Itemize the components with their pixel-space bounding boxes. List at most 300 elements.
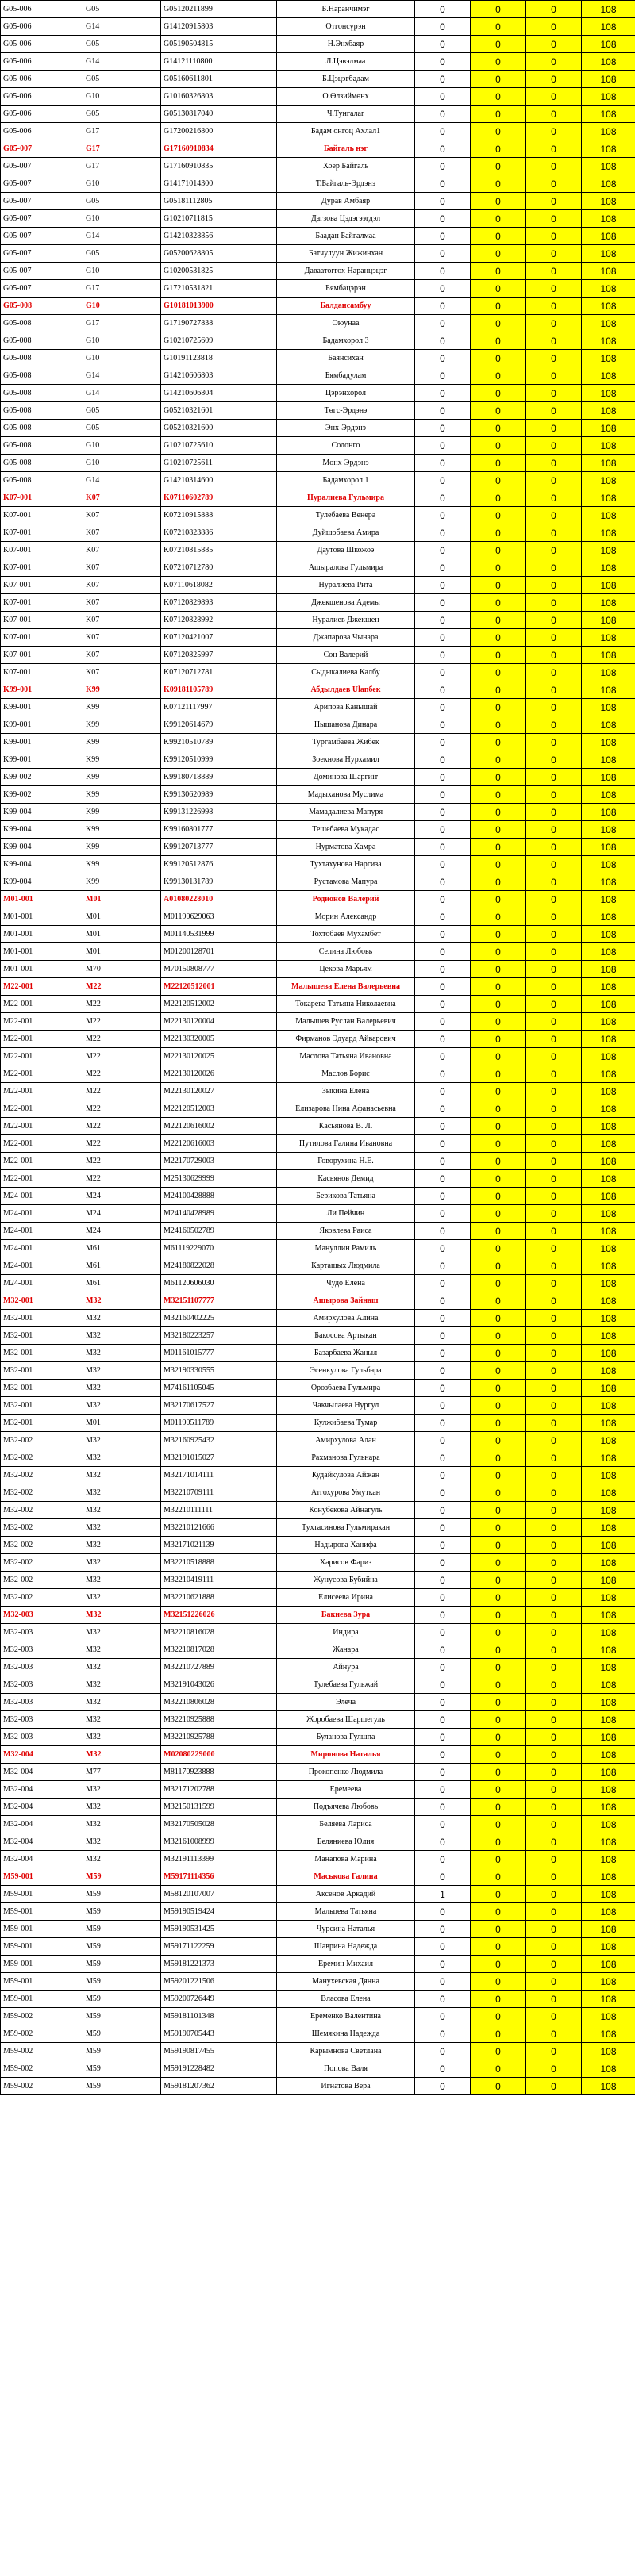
- cell-value-4: 108: [582, 53, 635, 71]
- cell-value-2: 0: [471, 1764, 526, 1781]
- cell-id: M22130320005: [161, 1031, 277, 1048]
- cell-value-4: 108: [582, 1100, 635, 1118]
- table-row: [1, 193, 635, 210]
- table-row-group-head: [1, 681, 635, 699]
- cell-value-1: 0: [415, 1048, 471, 1065]
- cell-code: M22-001: [1, 996, 83, 1013]
- cell-id: K99130131789: [161, 873, 277, 891]
- cell-value-1: 0: [415, 786, 471, 804]
- cell-code: G05-008: [1, 315, 83, 332]
- cell-group: M01: [83, 926, 161, 943]
- cell-value-4: 108: [582, 1484, 635, 1502]
- cell-name: Чакчылаева Нургул: [277, 1397, 415, 1415]
- cell-value-4: 108: [582, 524, 635, 542]
- cell-value-1: 0: [415, 1659, 471, 1676]
- cell-value-4: 108: [582, 1275, 635, 1292]
- cell-group: M32: [83, 1362, 161, 1380]
- cell-value-3: 0: [526, 1833, 582, 1851]
- cell-value-1: 0: [415, 71, 471, 88]
- table-row: [1, 1327, 635, 1345]
- cell-code: M59-001: [1, 1886, 83, 1903]
- cell-value-2: 0: [471, 1554, 526, 1572]
- cell-value-2: 0: [471, 1, 526, 18]
- cell-code: G05-008: [1, 472, 83, 489]
- cell-code: G05-006: [1, 1, 83, 18]
- cell-id: M02080229000: [161, 1746, 277, 1764]
- cell-value-2: 0: [471, 1415, 526, 1432]
- cell-group: M32: [83, 1292, 161, 1310]
- cell-id: M61119229070: [161, 1240, 277, 1257]
- cell-id: M32170617527: [161, 1397, 277, 1415]
- cell-id: M32210806028: [161, 1694, 277, 1711]
- cell-id: M01190629063: [161, 908, 277, 926]
- cell-id: M25130629999: [161, 1170, 277, 1188]
- table-row-group-head: [1, 891, 635, 908]
- cell-value-1: 0: [415, 1484, 471, 1502]
- cell-value-2: 0: [471, 1031, 526, 1048]
- cell-name: Б.Цэцэгбадам: [277, 71, 415, 88]
- cell-name: Беляева Лариса: [277, 1816, 415, 1833]
- cell-value-3: 0: [526, 437, 582, 455]
- cell-value-4: 108: [582, 1449, 635, 1467]
- cell-name: Айнура: [277, 1659, 415, 1676]
- cell-value-3: 0: [526, 1415, 582, 1432]
- cell-value-4: 108: [582, 472, 635, 489]
- cell-name: Даутова Шкожоэ: [277, 542, 415, 559]
- table-row: [1, 245, 635, 263]
- cell-value-4: 108: [582, 210, 635, 228]
- table-row: [1, 1380, 635, 1397]
- cell-value-3: 0: [526, 751, 582, 769]
- table-row: [1, 1467, 635, 1484]
- cell-id: A01080228010: [161, 891, 277, 908]
- cell-value-1: 0: [415, 53, 471, 71]
- cell-id: M32191015027: [161, 1449, 277, 1467]
- cell-value-4: 108: [582, 106, 635, 123]
- cell-group: M59: [83, 2008, 161, 2025]
- cell-name: Арипова Канышай: [277, 699, 415, 716]
- table-row: [1, 839, 635, 856]
- cell-group: M59: [83, 1921, 161, 1938]
- cell-name: Власова Елена: [277, 1991, 415, 2008]
- cell-value-4: 108: [582, 804, 635, 821]
- cell-value-1: 0: [415, 2008, 471, 2025]
- cell-value-1: 0: [415, 175, 471, 193]
- cell-value-4: 108: [582, 559, 635, 577]
- cell-group: M32: [83, 1310, 161, 1327]
- cell-value-3: 0: [526, 1537, 582, 1554]
- cell-group: K07: [83, 594, 161, 612]
- cell-group: M01: [83, 943, 161, 961]
- cell-value-1: 0: [415, 1118, 471, 1135]
- cell-value-3: 0: [526, 1903, 582, 1921]
- cell-value-3: 0: [526, 716, 582, 734]
- cell-id: G10191123818: [161, 350, 277, 367]
- cell-value-3: 0: [526, 228, 582, 245]
- table-row: [1, 1362, 635, 1380]
- cell-code: M32-004: [1, 1816, 83, 1833]
- cell-code: M01-001: [1, 891, 83, 908]
- cell-group: M59: [83, 1991, 161, 2008]
- cell-value-1: 0: [415, 507, 471, 524]
- cell-name: Тухтахунова Наргиза: [277, 856, 415, 873]
- cell-code: G05-008: [1, 420, 83, 437]
- cell-group: G10: [83, 332, 161, 350]
- cell-value-4: 108: [582, 1397, 635, 1415]
- cell-group: M32: [83, 1572, 161, 1589]
- cell-value-4: 108: [582, 647, 635, 664]
- cell-value-4: 108: [582, 1, 635, 18]
- table-row: [1, 1135, 635, 1153]
- cell-name: Яковлева Раиса: [277, 1223, 415, 1240]
- cell-value-3: 0: [526, 1868, 582, 1886]
- cell-id: G05190504815: [161, 36, 277, 53]
- table-row: [1, 734, 635, 751]
- cell-group: K99: [83, 804, 161, 821]
- cell-id: G05160611801: [161, 71, 277, 88]
- table-row: [1, 280, 635, 298]
- cell-value-2: 0: [471, 1816, 526, 1833]
- cell-value-1: 0: [415, 1345, 471, 1362]
- cell-code: M32-003: [1, 1711, 83, 1729]
- cell-value-1: 0: [415, 1711, 471, 1729]
- cell-value-3: 0: [526, 821, 582, 839]
- cell-value-2: 0: [471, 2008, 526, 2025]
- cell-group: K07: [83, 664, 161, 681]
- cell-id: M32210111111: [161, 1502, 277, 1519]
- cell-id: G14120915803: [161, 18, 277, 36]
- table-row: [1, 1781, 635, 1799]
- table-row: [1, 455, 635, 472]
- table-row: [1, 524, 635, 542]
- cell-value-3: 0: [526, 891, 582, 908]
- cell-code: M32-002: [1, 1484, 83, 1502]
- cell-name: Чурсина Наталья: [277, 1921, 415, 1938]
- cell-name: Л.Цэвэлмаа: [277, 53, 415, 71]
- cell-id: G10200531825: [161, 263, 277, 280]
- cell-code: M24-001: [1, 1188, 83, 1205]
- cell-code: G05-007: [1, 140, 83, 158]
- cell-value-3: 0: [526, 420, 582, 437]
- cell-group: M32: [83, 1449, 161, 1467]
- cell-name: Тохтобаев Мухамбет: [277, 926, 415, 943]
- cell-name: Кулжибаева Тумар: [277, 1415, 415, 1432]
- cell-code: M24-001: [1, 1257, 83, 1275]
- cell-code: M59-002: [1, 2060, 83, 2078]
- cell-group: M22: [83, 1100, 161, 1118]
- cell-value-3: 0: [526, 280, 582, 298]
- cell-value-4: 108: [582, 1292, 635, 1310]
- cell-value-4: 108: [582, 716, 635, 734]
- cell-code: M59-002: [1, 2025, 83, 2043]
- cell-code: M32-002: [1, 1537, 83, 1554]
- table-row: [1, 2025, 635, 2043]
- cell-value-4: 108: [582, 350, 635, 367]
- cell-group: K99: [83, 873, 161, 891]
- cell-value-3: 0: [526, 1031, 582, 1048]
- cell-group: M32: [83, 1624, 161, 1641]
- cell-value-4: 108: [582, 1729, 635, 1746]
- table-row: [1, 1711, 635, 1729]
- cell-value-1: 0: [415, 1781, 471, 1799]
- cell-name: Оюунаа: [277, 315, 415, 332]
- cell-value-3: 0: [526, 699, 582, 716]
- table-row: [1, 821, 635, 839]
- table-row: [1, 385, 635, 402]
- cell-id: M59190531425: [161, 1921, 277, 1938]
- cell-name: Бямбадулам: [277, 367, 415, 385]
- cell-group: M01: [83, 1415, 161, 1432]
- table-row: [1, 1432, 635, 1449]
- cell-value-4: 108: [582, 1781, 635, 1799]
- cell-id: M01161015777: [161, 1345, 277, 1362]
- cell-code: K07-001: [1, 507, 83, 524]
- cell-code: K07-001: [1, 489, 83, 507]
- cell-value-3: 0: [526, 2078, 582, 2095]
- cell-name: Манухевская Дянна: [277, 1973, 415, 1991]
- cell-name: Т.Байгаль-Эрдэнэ: [277, 175, 415, 193]
- table-row: [1, 1, 635, 18]
- cell-id: M32151107777: [161, 1292, 277, 1310]
- cell-value-1: 0: [415, 751, 471, 769]
- cell-value-4: 108: [582, 1659, 635, 1676]
- cell-value-4: 108: [582, 681, 635, 699]
- cell-group: M61: [83, 1275, 161, 1292]
- cell-name: Ли Пейчин: [277, 1205, 415, 1223]
- cell-value-3: 0: [526, 2008, 582, 2025]
- cell-value-2: 0: [471, 943, 526, 961]
- cell-id: K99180718889: [161, 769, 277, 786]
- table-row: [1, 1345, 635, 1362]
- cell-name: Родионов Валерий: [277, 891, 415, 908]
- cell-value-1: 0: [415, 734, 471, 751]
- cell-code: M59-001: [1, 1921, 83, 1938]
- cell-name: Хоёр Байгаль: [277, 158, 415, 175]
- cell-group: M32: [83, 1589, 161, 1607]
- cell-name: Ч.Тунгалаг: [277, 106, 415, 123]
- cell-name: Еремеева: [277, 1781, 415, 1799]
- cell-code: M59-002: [1, 2008, 83, 2025]
- cell-value-3: 0: [526, 978, 582, 996]
- cell-value-2: 0: [471, 1502, 526, 1519]
- cell-value-4: 108: [582, 1589, 635, 1607]
- cell-value-1: 0: [415, 489, 471, 507]
- cell-value-2: 0: [471, 1572, 526, 1589]
- cell-value-2: 0: [471, 681, 526, 699]
- cell-value-3: 0: [526, 1816, 582, 1833]
- cell-name: Амирхулова Алан: [277, 1432, 415, 1449]
- cell-code: M32-002: [1, 1449, 83, 1467]
- table-row: [1, 1415, 635, 1432]
- cell-code: M24-001: [1, 1240, 83, 1257]
- cell-name: Надырова Ханифа: [277, 1537, 415, 1554]
- cell-value-2: 0: [471, 175, 526, 193]
- cell-code: M32-003: [1, 1641, 83, 1659]
- cell-id: K07120421007: [161, 629, 277, 647]
- cell-group: M32: [83, 1711, 161, 1729]
- cell-value-2: 0: [471, 1519, 526, 1537]
- cell-id: K07210815885: [161, 542, 277, 559]
- cell-name: Тухтасинова Гульмиракан: [277, 1519, 415, 1537]
- cell-value-4: 108: [582, 1065, 635, 1083]
- table-row: [1, 1118, 635, 1135]
- cell-value-3: 0: [526, 1135, 582, 1153]
- cell-code: M32-001: [1, 1362, 83, 1380]
- cell-value-4: 108: [582, 245, 635, 263]
- cell-group: M32: [83, 1676, 161, 1694]
- cell-code: M22-001: [1, 1083, 83, 1100]
- cell-code: G05-006: [1, 71, 83, 88]
- cell-value-3: 0: [526, 873, 582, 891]
- cell-value-2: 0: [471, 1537, 526, 1554]
- cell-value-4: 108: [582, 891, 635, 908]
- cell-id: G05200628805: [161, 245, 277, 263]
- cell-value-1: 0: [415, 1694, 471, 1711]
- cell-value-1: 0: [415, 1467, 471, 1484]
- cell-value-3: 0: [526, 507, 582, 524]
- cell-id: M32210419111: [161, 1572, 277, 1589]
- table-row: [1, 367, 635, 385]
- cell-id: K99120510999: [161, 751, 277, 769]
- cell-group: K99: [83, 786, 161, 804]
- cell-value-3: 0: [526, 1292, 582, 1310]
- cell-value-3: 0: [526, 1799, 582, 1816]
- cell-value-1: 0: [415, 664, 471, 681]
- cell-value-3: 0: [526, 1100, 582, 1118]
- cell-value-3: 0: [526, 839, 582, 856]
- cell-value-2: 0: [471, 1065, 526, 1083]
- cell-code: G05-008: [1, 298, 83, 315]
- cell-value-4: 108: [582, 332, 635, 350]
- cell-value-1: 0: [415, 1153, 471, 1170]
- cell-name: Малышев Руслан Валерьевич: [277, 1013, 415, 1031]
- cell-id: K07120829893: [161, 594, 277, 612]
- cell-value-2: 0: [471, 1345, 526, 1362]
- cell-value-1: 0: [415, 1380, 471, 1397]
- cell-value-2: 0: [471, 1432, 526, 1449]
- cell-value-2: 0: [471, 1292, 526, 1310]
- cell-id: M22120512002: [161, 996, 277, 1013]
- cell-name: Елисеева Ирина: [277, 1589, 415, 1607]
- cell-code: K07-001: [1, 594, 83, 612]
- cell-value-1: 0: [415, 1799, 471, 1816]
- cell-code: M01-001: [1, 926, 83, 943]
- cell-value-4: 108: [582, 193, 635, 210]
- cell-value-2: 0: [471, 437, 526, 455]
- cell-value-3: 0: [526, 926, 582, 943]
- cell-id: K99160801777: [161, 821, 277, 839]
- cell-value-1: 0: [415, 542, 471, 559]
- cell-value-2: 0: [471, 786, 526, 804]
- cell-name: Амирхулова Алина: [277, 1310, 415, 1327]
- cell-value-3: 0: [526, 1467, 582, 1484]
- cell-value-4: 108: [582, 612, 635, 629]
- cell-name: Дагзова Цэдэгээгдэл: [277, 210, 415, 228]
- table-row: [1, 1589, 635, 1607]
- cell-code: G05-006: [1, 36, 83, 53]
- table-row: [1, 437, 635, 455]
- cell-code: G05-008: [1, 332, 83, 350]
- cell-name: Тешебаева Мукадас: [277, 821, 415, 839]
- cell-value-4: 108: [582, 1938, 635, 1956]
- cell-name: Цэрэнхорол: [277, 385, 415, 402]
- cell-value-4: 108: [582, 1170, 635, 1188]
- cell-id: M22130120026: [161, 1065, 277, 1083]
- cell-name: Баянсихан: [277, 350, 415, 367]
- cell-value-1: 0: [415, 681, 471, 699]
- cell-value-4: 108: [582, 2025, 635, 2043]
- cell-value-4: 108: [582, 1676, 635, 1694]
- cell-group: M59: [83, 1956, 161, 1973]
- table-row: [1, 1938, 635, 1956]
- cell-name: Отгонсүрэн: [277, 18, 415, 36]
- cell-group: M77: [83, 1764, 161, 1781]
- table-row: [1, 943, 635, 961]
- cell-value-4: 108: [582, 1554, 635, 1572]
- cell-value-2: 0: [471, 228, 526, 245]
- cell-value-3: 0: [526, 1607, 582, 1624]
- cell-value-1: 0: [415, 402, 471, 420]
- cell-value-4: 108: [582, 1205, 635, 1223]
- cell-code: M32-003: [1, 1676, 83, 1694]
- cell-id: M22120616003: [161, 1135, 277, 1153]
- cell-value-4: 108: [582, 821, 635, 839]
- cell-id: M59171122259: [161, 1938, 277, 1956]
- cell-code: M22-001: [1, 1065, 83, 1083]
- cell-name: Прокопенко Людмила: [277, 1764, 415, 1781]
- cell-code: M22-001: [1, 1170, 83, 1188]
- cell-id: M32210925788: [161, 1729, 277, 1746]
- cell-group: M22: [83, 1048, 161, 1065]
- cell-code: M32-004: [1, 1746, 83, 1764]
- cell-value-2: 0: [471, 455, 526, 472]
- cell-value-3: 0: [526, 524, 582, 542]
- cell-id: M32171014111: [161, 1467, 277, 1484]
- cell-value-3: 0: [526, 1380, 582, 1397]
- cell-name: Маськова Галина: [277, 1868, 415, 1886]
- cell-group: K99: [83, 839, 161, 856]
- cell-value-1: 0: [415, 716, 471, 734]
- cell-group: M32: [83, 1659, 161, 1676]
- cell-name: Манапова Марина: [277, 1851, 415, 1868]
- cell-id: M32190330555: [161, 1362, 277, 1380]
- cell-value-3: 0: [526, 315, 582, 332]
- cell-value-4: 108: [582, 1345, 635, 1362]
- cell-value-4: 108: [582, 1257, 635, 1275]
- cell-value-1: 0: [415, 455, 471, 472]
- cell-code: M32-002: [1, 1554, 83, 1572]
- cell-value-2: 0: [471, 664, 526, 681]
- cell-code: G05-007: [1, 280, 83, 298]
- cell-group: K99: [83, 681, 161, 699]
- cell-value-4: 108: [582, 1415, 635, 1432]
- cell-code: K07-001: [1, 664, 83, 681]
- cell-id: M32210709111: [161, 1484, 277, 1502]
- table-row: [1, 1100, 635, 1118]
- cell-value-2: 0: [471, 1484, 526, 1502]
- cell-value-1: 0: [415, 1013, 471, 1031]
- cell-name: Еременко Валентина: [277, 2008, 415, 2025]
- cell-value-1: 0: [415, 1746, 471, 1764]
- table-row: [1, 158, 635, 175]
- cell-value-4: 108: [582, 1973, 635, 1991]
- cell-id: M32210518888: [161, 1554, 277, 1572]
- table-row-group-head: [1, 1292, 635, 1310]
- cell-value-2: 0: [471, 507, 526, 524]
- cell-group: M24: [83, 1205, 161, 1223]
- cell-value-1: 0: [415, 908, 471, 926]
- cell-value-2: 0: [471, 908, 526, 926]
